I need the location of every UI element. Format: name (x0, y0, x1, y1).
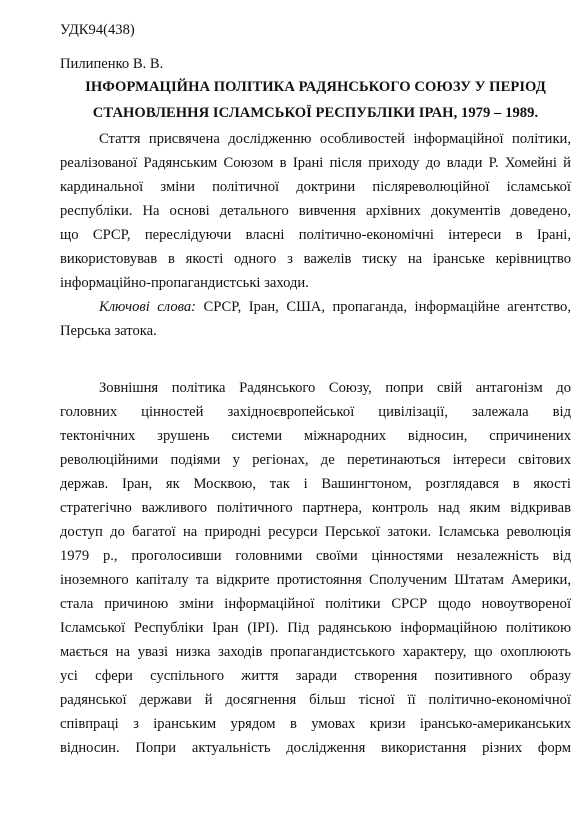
body-line: Зовнішня політика Радянського Союзу, попри свій антагонізм до (99, 380, 571, 396)
body-line: революційними подіями у регіонах, де перетинаються інтереси світових (60, 452, 571, 468)
abstract-line: кардинальної зміни політичної доктрини післяреволюційної ісламської (60, 179, 571, 195)
body-line: відносин. Попри актуальність дослідження використання різних форм (60, 740, 571, 756)
blank-line (60, 343, 571, 367)
abstract-line: інформаційно-пропагандистські заходи. (60, 275, 309, 291)
body-line: радянської держави й досягнення більш тісної її політично-економічної (60, 692, 571, 708)
keywords (60, 295, 571, 343)
body-line: тектонічних зрушень системи міжнародних відносин, спричинених (60, 428, 571, 444)
body-line: усі сфери суспільного життя заради створення позитивного образу (60, 668, 571, 684)
author-name: Пилипенко В. В. (60, 56, 164, 72)
body-line: іноземного капіталу та відкрите протистояння Сполученим Штатам Америки, (60, 572, 571, 588)
body-line: Ісламської Республіки Іран (ІРІ). Під радянською інформаційною політикою (60, 620, 571, 636)
abstract-line: використовував в якості одного з важелів тиску на іранське керівництво (60, 251, 571, 267)
abstract-line: республіки. На основі детального вивчення архівних документів доведено, (60, 203, 571, 219)
body-paragraph (60, 376, 571, 760)
abstract-line: реалізованої Радянським Союзом в Ірані після приходу до влади Р. Хомейні й (60, 155, 571, 171)
title-line-2: СТАНОВЛЕННЯ ІСЛАМСЬКОЇ РЕСПУБЛІКИ ІРАН, 1979 – 1989. (92, 105, 539, 121)
keywords-label: Ключові слова: (99, 299, 197, 315)
body-line: держав. Іран, як Москвою, так і Вашингтоном, розглядався в якості (60, 476, 571, 492)
abstract-line: Стаття присвячена дослідженню особливостей інформаційної політики, (99, 131, 571, 147)
body-line: 1979 р., проголосивши головними своїми цінностями незалежність від (60, 548, 571, 564)
title-line-1: ІНФОРМАЦІЙНА ПОЛІТИКА РАДЯНСЬКОГО СОЮЗУ У ПЕРІОД (85, 79, 546, 95)
blank-gap (60, 367, 571, 376)
body-line: стала причиною зміни інформаційної політики СРСР щодо новоутвореної (60, 596, 571, 612)
body-line: доступ до багатої на природні ресурси Перської затоки. Ісламська революція (60, 524, 571, 540)
body-line: стратегічно важливого політичного партнера, контроль над яким відкривав (60, 500, 571, 516)
body-line: співпраці з іранським урядом в умовах кризи ірансько-американських (60, 716, 571, 732)
body-line: мається на увазі низка заходів пропагандистського характеру, що охоплюють (60, 644, 571, 660)
keywords-list: СРСР, Іран, США, пропаганда, інформаційне агентство, (196, 299, 571, 315)
body-line: головних цінностей західноєвропейської цивілізації, залежала від (60, 404, 571, 420)
abstract-line: що СРСР, переслідуючи власні політично-економічні інтереси в Ірані, (60, 227, 571, 243)
keywords-line-1 (60, 295, 571, 319)
abstract (60, 127, 571, 295)
article-title (60, 74, 571, 126)
udk-code: УДК94(438) (60, 22, 135, 38)
keywords-line-2: Перська затока. (60, 323, 157, 339)
